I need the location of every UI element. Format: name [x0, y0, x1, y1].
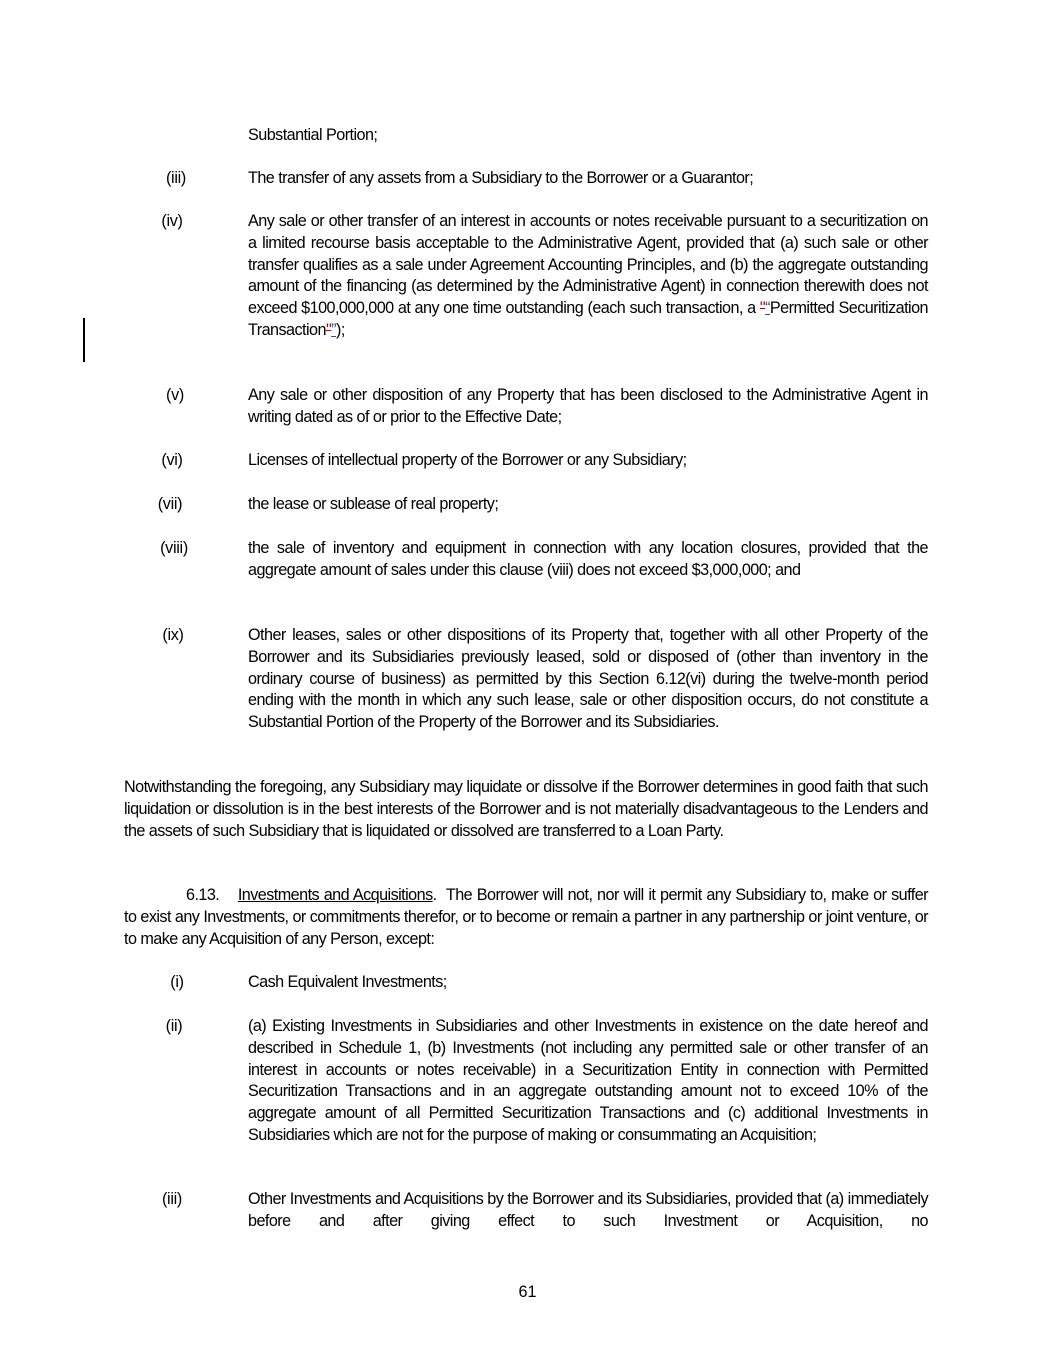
item-text-i: Cash Equivalent Investments;	[248, 973, 447, 991]
item-text-vi: Licenses of intellectual property of the Borrower or any Subsidiary;	[248, 451, 687, 469]
section-613-paragraph	[124, 885, 928, 950]
item-text-iv-part-a: Any sale or other transfer of an interest in accounts or notes receivable pursuant to a securitization on a limited recourse basis acceptable to the Administrative Agent, provided that (a) such sale or other transfer qualifies as a sale under Agreement Accounting Principles, and (b) the aggregate outstanding amount of the financing (as determined by the Administrative Agent) in connection therewith does not exceed $100,000,000 at any one time outstanding (each such transaction, a	[248, 212, 928, 318]
item-text-ii: (a) Existing Investments in Subsidiaries and other Investments in existence on the date hereof and described in Schedule 1, (b) Investments (not including any permitted sale or other transfer of an interest in accounts or notes receivable) in a Securitization Entity in connection with Permitted Securitization Transactions and in an aggregate outstanding amount not to exceed 10% of the aggregate amount of all Permitted Securitization Transactions and (c) additional Investments in Subsidiaries which are not for the purpose of making or consummating an Acquisition;	[248, 1017, 928, 1144]
tracked-deletion-close-quote: "	[325, 320, 332, 339]
item-number-viii: (viii)	[160, 539, 188, 557]
item-text-ix: Other leases, sales or other dispositions of its Property that, together with all other Property of the Borrower and its Subsidiaries previously leased, sold or disposed of (other than inventory in the ordinary course of business) as permitted by this Section 6.12(vi) during the twelve-month period ending with the month in which any such lease, sale or other disposition occurs, do not constitute a Substantial Portion of the Property of the Borrower and its Subsidiaries.	[248, 626, 928, 732]
item-number-vii: (vii)	[157, 495, 183, 513]
item-text-viii: the sale of inventory and equipment in connection with any location closures, provided that the aggregate amount of sales under this clause (viii) does not exceed $3,000,000; and	[248, 539, 928, 579]
item-number-iii: (iii)	[165, 169, 187, 187]
item-text-iii: The transfer of any assets from a Subsidiary to the Borrower or a Guarantor;	[248, 169, 754, 187]
section-heading: Investments and Acquisitions	[237, 886, 433, 904]
page-number: 61	[518, 1283, 537, 1301]
item-number-i: (i)	[170, 973, 184, 991]
section-heading-punct: .	[432, 886, 437, 904]
section-613-text: The Borrower will not, nor will it permit any Subsidiary to, make or suffer to exist any Investments, or commitments therefor, or to become or remain a partner in any partnership or joint venture, or to make any Acquisition of any Person, except:	[124, 886, 929, 948]
tracked-insertion-open-quote: “	[765, 299, 770, 318]
item-number-ii: (ii)	[165, 1017, 183, 1035]
item-text-v: Any sale or other disposition of any Property that has been disclosed to the Administrative Agent in writing dated as of or prior to the Effective Date;	[248, 386, 928, 426]
item-text-vii: the lease or sublease of real property;	[248, 495, 499, 513]
tracked-deletion-open-quote: "	[759, 299, 766, 318]
item-number-ix: (ix)	[162, 626, 184, 644]
item-text-iv-part-c: );	[335, 320, 345, 339]
item-text-iv	[248, 211, 928, 342]
revision-change-bar	[83, 318, 85, 362]
defined-term: Permitted Securitization Transaction	[248, 299, 928, 339]
notwithstanding-paragraph: Notwithstanding the foregoing, any Subsidiary may liquidate or dissolve if the Borrower determines in good faith that such liquidation or dissolution is in the best interests of the Borrower and is not materially disadvantageous to the Lenders and the assets of such Subsidiary that is liquidated or dissolved are transferred to a Loan Party.	[124, 778, 928, 840]
item-text-iii-investments: Other Investments and Acquisitions by the Borrower and its Subsidiaries, provided that (a) immediately before and after giving effect to such Investment or Acquisition, no	[248, 1190, 928, 1230]
tracked-insertion-close-quote: ”	[331, 320, 336, 339]
item-number-vi: (vi)	[161, 451, 183, 469]
paragraph-fragment: Substantial Portion;	[248, 126, 378, 144]
section-number: 6.13.	[186, 886, 220, 904]
item-number-iv: (iv)	[161, 212, 183, 230]
item-number-iii-investments: (iii)	[161, 1190, 183, 1208]
item-number-v: (v)	[166, 386, 184, 404]
